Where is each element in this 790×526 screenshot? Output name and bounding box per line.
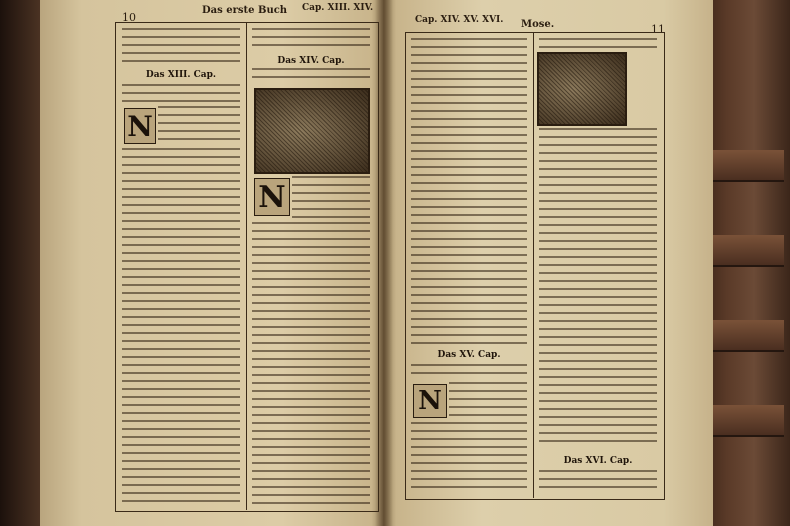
right-running-head: Mose. xyxy=(521,19,555,30)
right-column-divider xyxy=(533,32,534,498)
right-chapter-ref: Cap. XIV. XV. XVI. xyxy=(415,15,504,25)
chapter-14-heading: Das XIV. Cap. xyxy=(277,56,345,66)
text-block xyxy=(122,148,240,504)
left-page-number: 10 xyxy=(122,11,136,24)
book-gutter xyxy=(375,0,393,526)
text-block xyxy=(411,38,527,346)
text-block xyxy=(539,128,657,448)
text-block xyxy=(539,38,657,48)
drop-initial: N xyxy=(413,384,447,418)
shelf-book-spine xyxy=(706,235,784,267)
text-block xyxy=(252,222,370,504)
shelf-book-spine xyxy=(706,150,784,182)
left-running-head: Das erste Buch xyxy=(202,5,288,16)
left-page xyxy=(40,0,385,526)
text-block xyxy=(411,422,527,492)
text-block xyxy=(539,470,657,492)
drop-initial: N xyxy=(254,178,290,216)
chapter-summary xyxy=(252,68,370,82)
left-chapter-ref: Cap. XIII. XIV. xyxy=(302,3,374,13)
right-page xyxy=(383,0,713,526)
text-block xyxy=(158,106,240,146)
text-block xyxy=(292,176,370,218)
woodcut-illustration xyxy=(254,88,370,174)
chapter-summary xyxy=(122,84,240,104)
chapter-13-heading: Das XIII. Cap. xyxy=(145,70,217,80)
shelf-book-spine xyxy=(706,405,784,437)
text-block xyxy=(122,28,240,68)
text-block xyxy=(252,28,370,52)
text-block xyxy=(449,382,527,418)
drop-initial: N xyxy=(124,108,156,144)
woodcut-illustration xyxy=(537,52,627,126)
chapter-summary xyxy=(411,364,527,380)
shelf-book-spine xyxy=(706,320,784,352)
chapter-16-heading: Das XVI. Cap. xyxy=(563,456,633,466)
chapter-15-heading: Das XV. Cap. xyxy=(437,350,501,360)
right-page-number: 11 xyxy=(651,23,665,36)
left-column-divider xyxy=(246,22,247,510)
